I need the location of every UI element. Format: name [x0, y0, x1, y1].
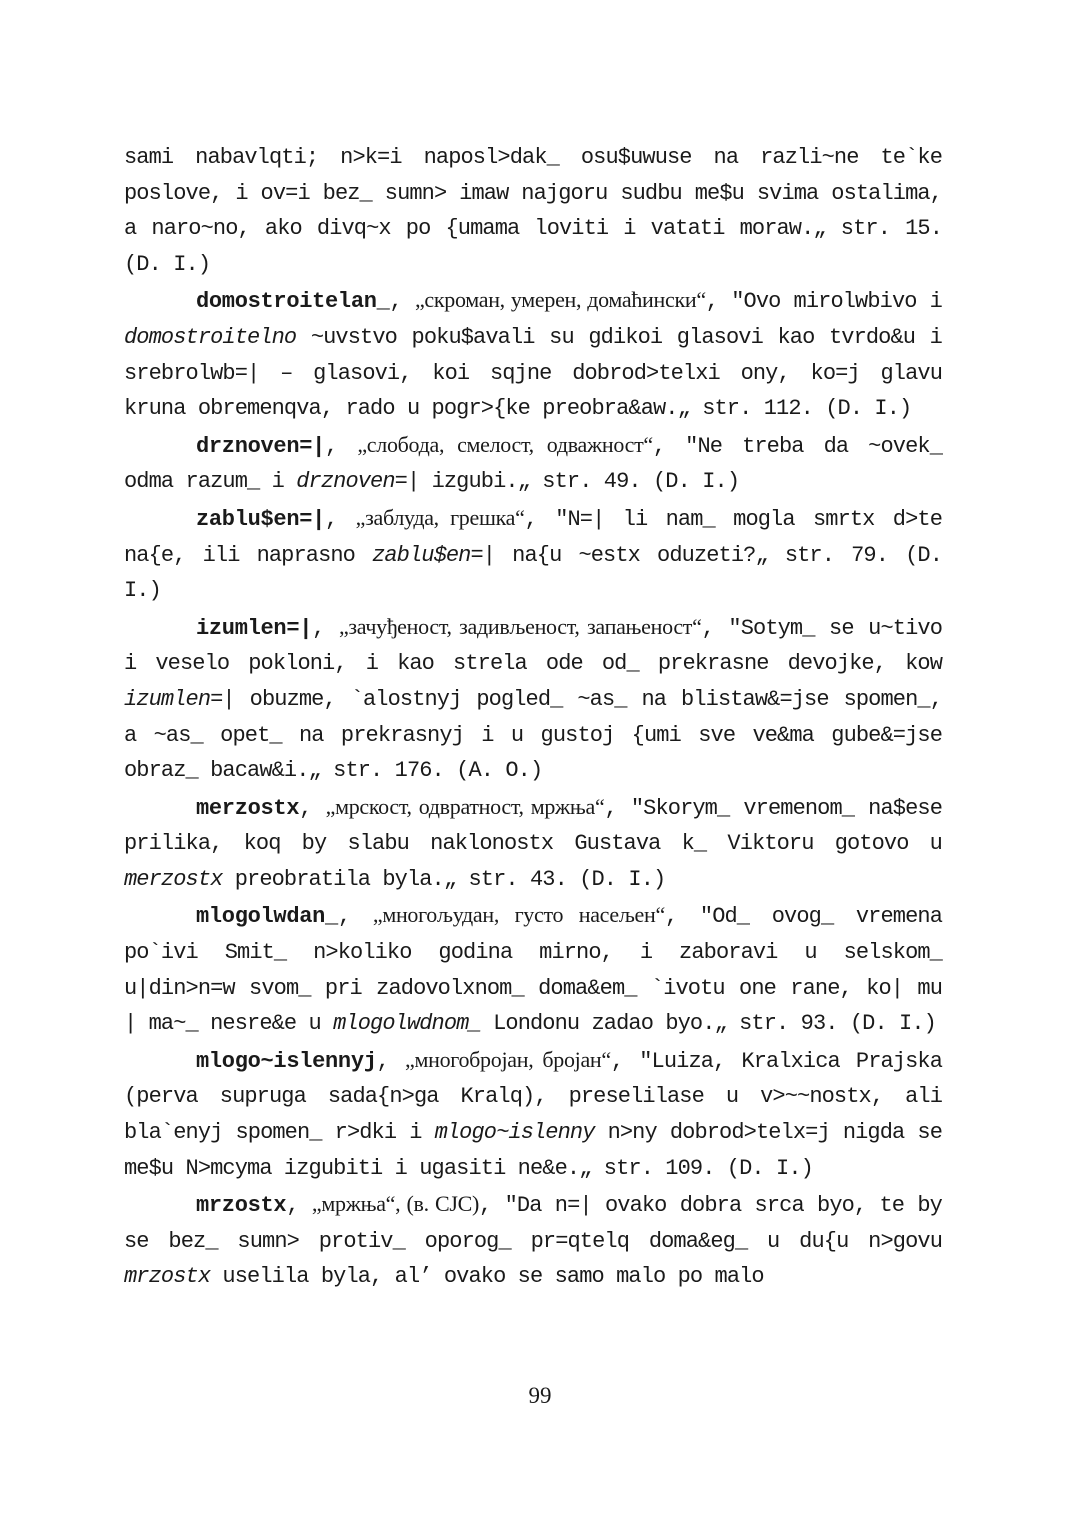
dictionary-entry [124, 427, 942, 500]
gloss-text: „мржња“, (в. CJC) [311, 1191, 480, 1217]
example-term: izumlen=| [124, 686, 235, 712]
dictionary-entry [124, 1186, 942, 1295]
gloss-text: „зачуђеност, задивљеност, запањеност“ [338, 613, 702, 639]
headword: izumlen=| [196, 615, 313, 641]
entry-text: , "Luiza, Kralxica Prajska (perva supruga sada{n>ga Kralq), preselilase u v>~~nostx, ali bla`enyj spomen_ r>dki i [124, 1048, 943, 1146]
entry-text: na{u ~estx oduzeti?„ str. 79. (D. I.) [124, 542, 942, 604]
headword: mlogolwdan_ [196, 904, 338, 930]
entry-text: Londonu zadao byo.„ str. 93. (D. I.) [480, 1011, 936, 1037]
dictionary-entry [124, 789, 942, 898]
gloss-text: „слобода, смелост, одважност“ [357, 431, 653, 457]
gloss-text: „мрскост, одвратност, мржња“ [325, 793, 605, 819]
example-term: mlogo~islenny [434, 1120, 595, 1146]
entry-text: , "Ovo mirolwbivo i [705, 289, 942, 315]
entry-text: , [337, 904, 373, 930]
entry-text: sami nabavlqti; n>k=i naposl>dak_ osu$uwuse na razli~ne te`ke poslove, i ov=i bez_ sumn> imaw najgoru sudbu me$u svima ostalima, a naro~no, ako divq~x po {umama loviti i vatati moraw.„ str. 15. (D. I.) [124, 145, 942, 277]
headword: merzostx [196, 795, 300, 821]
page-number: 99 [528, 1383, 552, 1408]
dictionary-entry [124, 282, 942, 426]
dictionary-entry [124, 897, 942, 1041]
dictionary-entry [124, 1042, 942, 1186]
example-term: merzostx [124, 866, 223, 892]
entry-text: , "N=| li nam_ mogla smrtx d>te na{e, ili naprasno [124, 506, 942, 568]
dictionary-entry [124, 500, 942, 609]
dictionary-entry [124, 140, 942, 282]
entry-text: ~uvstvo poku$avali su gdikoi glasovi kao tvrdo&u i srebrolwb=| – glasovi, koi sqjne dobrod>telxi ony, ko=j glavu kruna obremenqva, rado u pogr>{ke preobra&aw.„ str. 112. (D. I.) [124, 324, 942, 422]
example-term: zablu$en=| [372, 542, 496, 568]
entry-text: , [286, 1193, 312, 1219]
entry-text: n>ny dobrod>telx=j nigda se me$u N>mcyma izgubiti i ugasiti ne&e.„ str. 109. (D. I.) [124, 1120, 942, 1181]
gloss-text: „заблуда, грешка“ [355, 504, 525, 530]
entry-text: , "Da n=| ovako dobra srca byo, te by se bez_ sumn> protiv_ oporog_ pr=qtelq doma&eg_ u du{u n>govu [124, 1193, 942, 1254]
entry-text: , [376, 1048, 406, 1074]
page-body [124, 140, 942, 1295]
entry-text: , "Skorym_ vremenom_ na$ese prilika, koq by slabu naklonostx Gustava k_ Viktoru gotovo u [124, 795, 942, 857]
headword: zablu$en=| [196, 506, 326, 532]
entry-text: , "Sotym_ se u~tivo i veselo pokloni, i kao strela ode od_ prekrasne devojke, kow [124, 615, 942, 677]
headword: mlogo~islennyj [196, 1048, 377, 1074]
entry-text: , [312, 615, 339, 641]
entry-text: , "Ne treba da ~ovek_ odma razum_ i [124, 433, 942, 495]
entry-text: izgubi.„ str. 49. (D. I.) [419, 469, 740, 495]
entry-text: preobratila byla.„ str. 43. (D. I.) [222, 866, 666, 892]
entry-text: , [389, 289, 415, 315]
entry-text: , [325, 433, 358, 459]
gloss-text: „скроман, умерен, домаћински“ [414, 287, 706, 313]
example-term: drznoven=| [296, 469, 420, 495]
headword: domostroitelan_ [196, 289, 390, 315]
entry-text: , [299, 795, 326, 821]
example-term: domostroitelno [124, 324, 297, 350]
entry-text: obuzme, `alostnyj pogled_ ~as_ na blistaw&=jse spomen_, a ~as_ opet_ na prekrasnyj i u gustoj {umi sve ve&ma gube&=jse obraz_ bacaw&i.„ str. 176. (A. O.) [124, 686, 942, 784]
entry-text: uselila byla, al’ ovako se samo malo po malo [210, 1264, 764, 1290]
headword: mrzostx [196, 1193, 287, 1219]
headword: drznoven=| [196, 433, 326, 459]
gloss-text: „многољудан, густо насељен“ [372, 902, 665, 928]
dictionary-entry [124, 609, 942, 789]
example-term: mlogolwdnom_ [333, 1011, 481, 1037]
entry-text: , [325, 506, 356, 532]
example-term: mrzostx [124, 1264, 211, 1290]
gloss-text: „многобројан, бројан“ [405, 1046, 611, 1072]
entry-text: , "Od_ ovog_ vremena po`ivi Smit_ n>koliko godina mirno, i zaboravi u selskom_ u|din>n=w svom_ pri zadovolxnom_ doma&em_ `ivotu one rane, ko| mu | ma~_ nesre&e u [124, 904, 942, 1037]
